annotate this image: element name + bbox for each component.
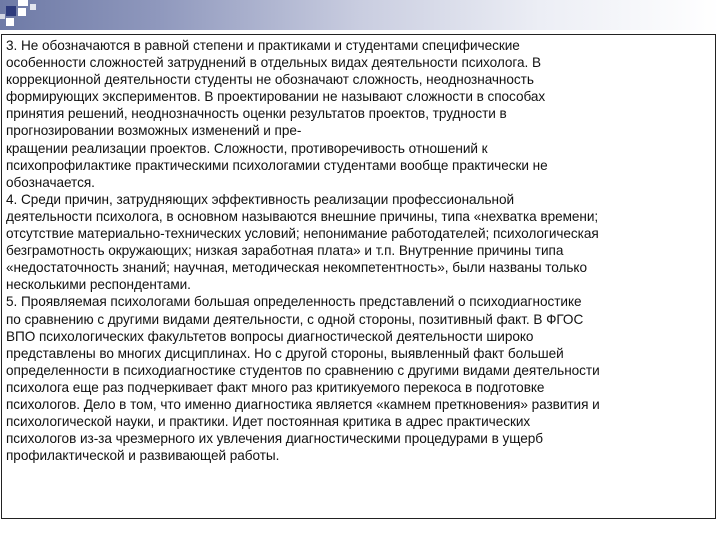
- text-content-box: [1, 34, 716, 519]
- decorative-square-icon: [6, 18, 14, 26]
- decorative-square-icon: [0, 14, 5, 19]
- paragraph-point-5: 5. Проявляемая психологами большая определенность представлений о психодиагностике по сравнению с другими видами деятельности, с одной стороны, позитивный факт. В ФГОС ВПО психологических факультетов вопросы диагностической деятельности широко представлены во многих дисциплинах. Но с другой стороны, выявленный факт большей определенности в психодиагностике студентов по сравнению с другими видами деятельности психолога еще раз подчеркивает факт много раз критикуемого перекоса в подготовке психологов. Дело в том, что именно диагностика является «камнем преткновения» развития и психологической науки, и практики. Идет постоянная критика в адрес практических психологов из-за чрезмерного их увлечения диагностическими процедурами в ущерб профилактической и развивающей работы.: [6, 294, 600, 464]
- paragraph-point-3: 3. Не обозначаются в равной степени и практиками и студентами специфические особенности сложностей затруднений в отдельных видах деятельности психолога. В коррекционной деятельности студенты не обозначают сложность, неоднозначность формирующих экспериментов. В проектировании не называют сложности в способах принятия решений, неоднозначность оценки результатов проектов, трудности в прогнозировании возможных изменений и пре- кращении реализации проектов. Сложности, противоречивость отношений к психопрофилактике практическими психологамии студентами вообще практически не обозначается.: [6, 38, 548, 190]
- paragraph-point-4: 4. Среди причин, затрудняющих эффективность реализации профессиональной деятельности психолога, в основном называются внешние причины, типа «нехватка времени; отсутствие материально-технических условий; непонимание работодателей; психологическая безграмотность окружающих; низкая заработная плата» и т.п. Внутренние причины типа «недостаточность знаний; научная, методическая некомпетентность», были названы только несколькими респондентами.: [6, 191, 599, 293]
- header-gradient-band: [0, 0, 720, 30]
- decorative-square-icon: [30, 4, 36, 10]
- decorative-square-icon: [18, 0, 28, 6]
- decorative-square-icon: [18, 8, 26, 16]
- decorative-square-icon: [6, 6, 16, 16]
